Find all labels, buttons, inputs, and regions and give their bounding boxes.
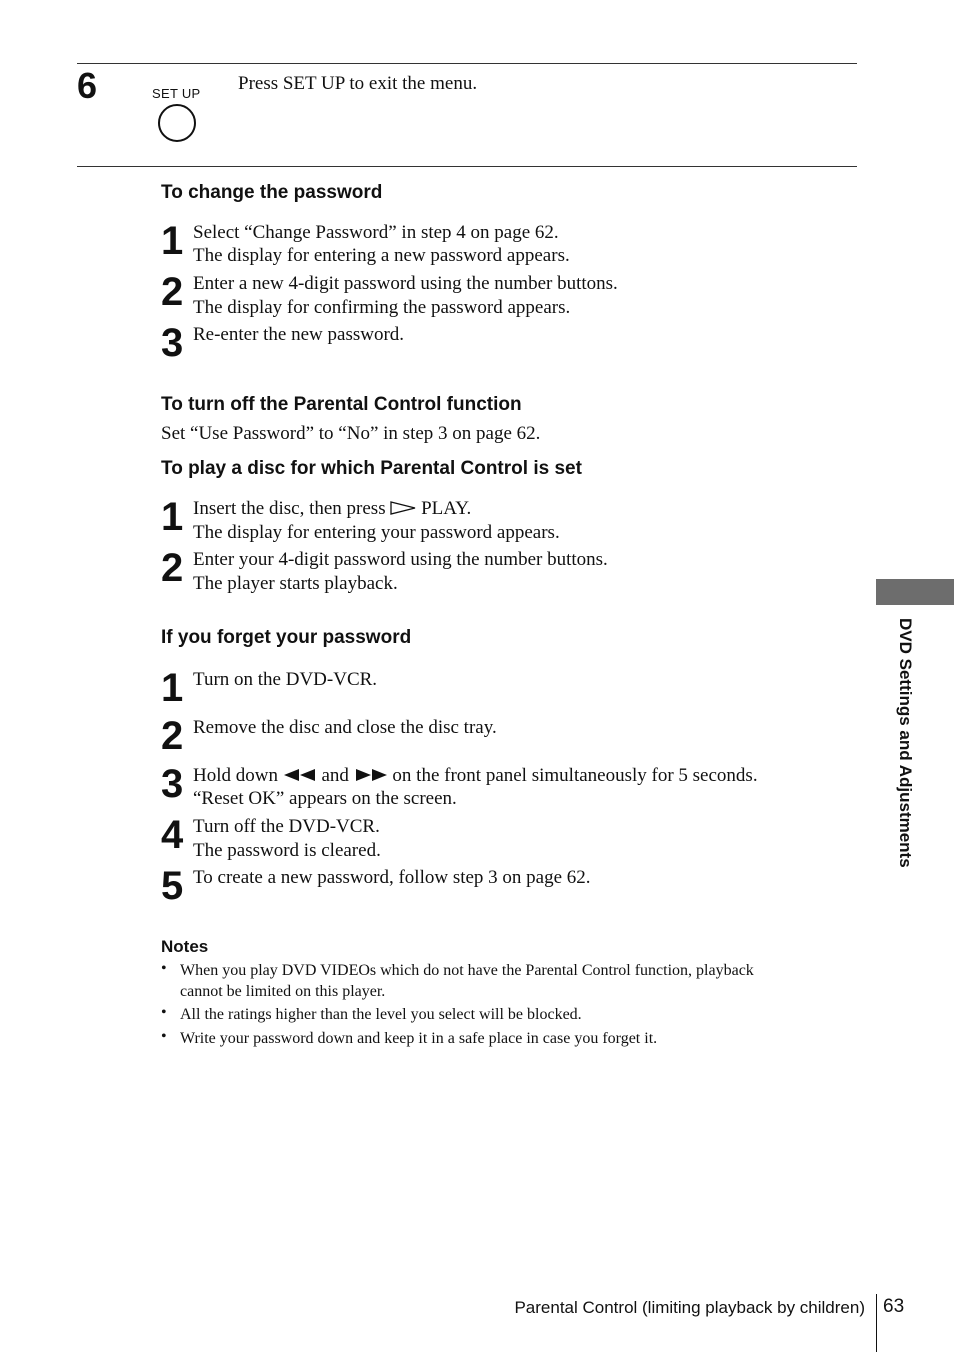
bullet-icon: • (161, 960, 167, 977)
step-number: 2 (161, 546, 184, 590)
step-text (193, 764, 758, 789)
footer-title: Parental Control (limiting playback by children) (514, 1298, 865, 1317)
section-heading-forget: If you forget your password (161, 627, 412, 648)
step-number: 3 (161, 762, 184, 806)
note-text: cannot be limited on this player. (180, 983, 386, 1000)
step-result-text: “Reset OK” appears on the screen. (193, 788, 457, 809)
step-result-text: The display for confirming the password appears. (193, 297, 571, 318)
step-result-text: The password is cleared. (193, 840, 381, 861)
step-result-text: The display for entering a new password appears. (193, 245, 570, 266)
footer-divider (876, 1294, 877, 1352)
setup-button-label: SET UP (152, 86, 201, 101)
step-number: 2 (161, 714, 184, 758)
bullet-icon: • (161, 1004, 167, 1021)
rewind-icon (283, 765, 317, 789)
notes-heading: Notes (161, 937, 209, 956)
bottom-rule (77, 166, 857, 167)
side-tab-label: DVD Settings and Adjustments (896, 618, 915, 868)
step-number: 5 (161, 864, 184, 908)
step-text-part: Insert the disc, then press (193, 498, 386, 519)
step-text-part: and (321, 765, 349, 786)
play-outline-icon (390, 498, 416, 522)
step-text: Enter a new 4-digit password using the number buttons. (193, 273, 618, 294)
setup-button-icon (158, 104, 196, 142)
bullet-icon: • (161, 1028, 167, 1045)
step-text (193, 497, 471, 522)
step6-text: Press SET UP to exit the menu. (238, 73, 478, 94)
note-text: Write your password down and keep it in a safe place in case you forget it. (180, 1030, 658, 1047)
section-text: Set “Use Password” to “No” in step 3 on page 62. (161, 423, 541, 444)
step-number: 1 (161, 495, 184, 539)
section-heading-turn-off: To turn off the Parental Control function (161, 394, 522, 415)
note-text: When you play DVD VIDEOs which do not have the Parental Control function, playback (180, 962, 754, 979)
section-heading-play-disc: To play a disc for which Parental Control is set (161, 458, 582, 479)
step-text-part: PLAY. (421, 498, 472, 519)
step-number: 1 (161, 666, 184, 710)
step-text: Remove the disc and close the disc tray. (193, 717, 497, 738)
page-number: 63 (883, 1296, 905, 1317)
top-rule (77, 63, 857, 64)
step-result-text: The display for entering your password appears. (193, 522, 560, 543)
step-text: Turn on the DVD-VCR. (193, 669, 378, 690)
step-text: To create a new password, follow step 3 on page 62. (193, 867, 591, 888)
step-result-text: The player starts playback. (193, 573, 398, 594)
step-number: 1 (161, 219, 184, 263)
side-tab-marker (876, 579, 954, 605)
note-text: All the ratings higher than the level you select will be blocked. (180, 1006, 582, 1023)
section-heading-change-password: To change the password (161, 182, 383, 203)
step-number: 2 (161, 270, 184, 314)
fast-forward-icon (354, 765, 388, 789)
step-number: 4 (161, 813, 184, 857)
step-text: Re-enter the new password. (193, 324, 405, 345)
step-text-part: Hold down (193, 765, 278, 786)
step-text: Turn off the DVD-VCR. (193, 816, 380, 837)
step-number: 6 (77, 65, 98, 106)
step-text-part: on the front panel simultaneously for 5 seconds. (392, 765, 758, 786)
step-text: Enter your 4-digit password using the number buttons. (193, 549, 608, 570)
step-text: Select “Change Password” in step 4 on page 62. (193, 222, 559, 243)
step-number: 3 (161, 321, 184, 365)
